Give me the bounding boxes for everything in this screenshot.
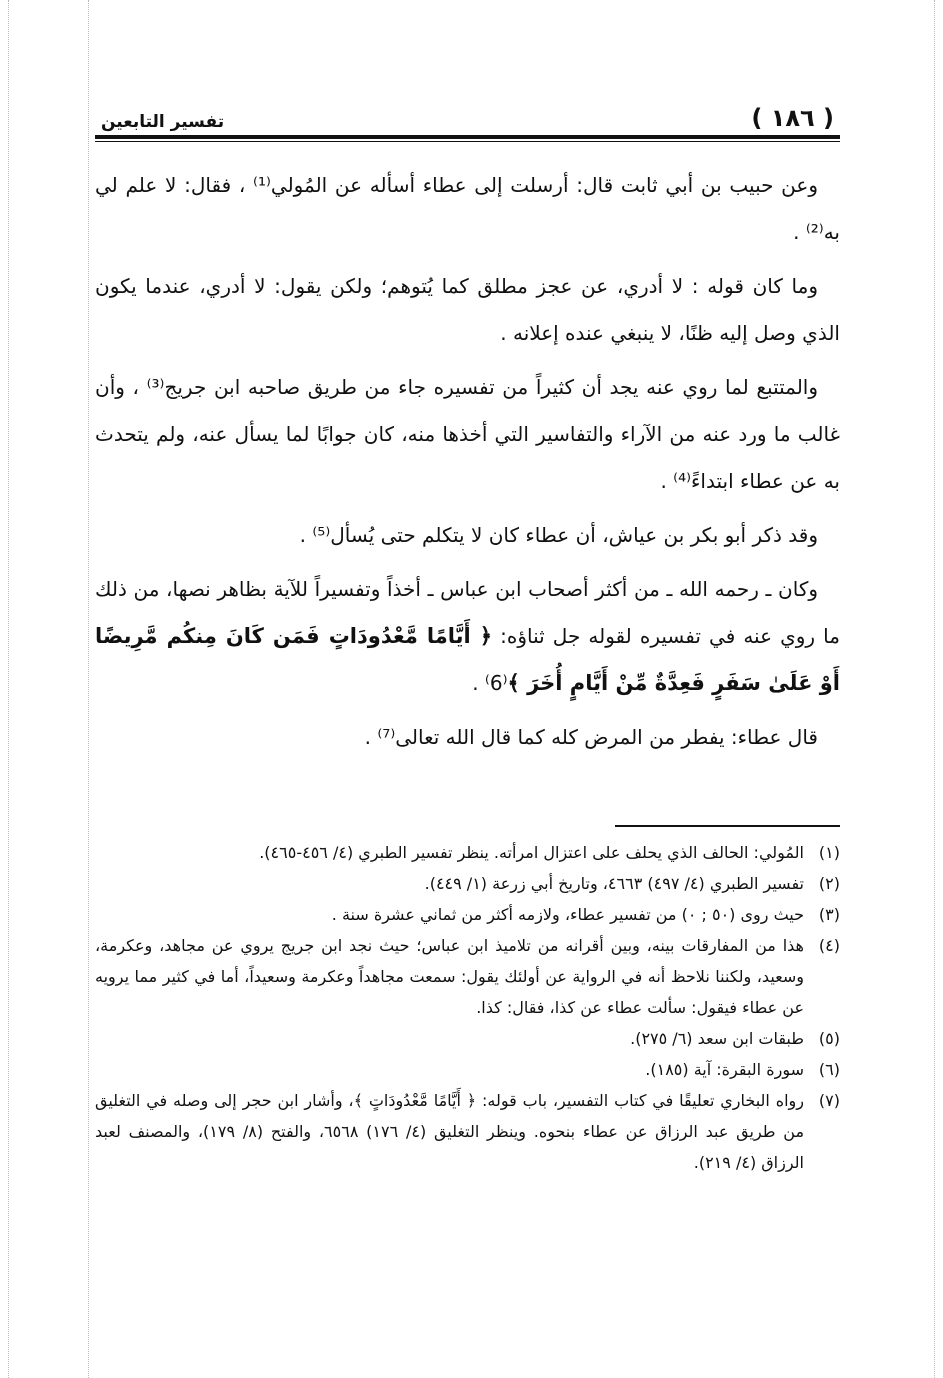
footnote-number: (٦) — [818, 1060, 840, 1079]
footnote-text: طبقات ابن سعد (٦/ ٢٧٥). — [630, 1029, 804, 1048]
paragraph — [95, 364, 840, 505]
running-title: تفسير التابعين — [101, 112, 225, 132]
footnote — [95, 837, 840, 868]
footnote — [95, 930, 840, 1023]
footnote-number: (٣) — [818, 905, 840, 924]
header-rule-thick — [95, 135, 840, 139]
paragraph — [95, 714, 840, 761]
footnote-text: سورة البقرة: آية (١٨٥). — [645, 1060, 804, 1079]
footnote — [95, 1054, 840, 1085]
paragraph-text: وكان ـ رحمه الله ـ من أكثر أصحاب ابن عباس ـ أخذاً وتفسيراً للآية بظاهر نصها، من ذلك ما روي عنه في تفسيره لقوله جل ثناؤه: — [95, 577, 840, 648]
left-edge-dots — [8, 0, 9, 1378]
footnote-text: هذا من المفارقات بينه، وبين أقرانه من تلاميذ ابن عباس؛ حيث نجد ابن جريج يروي عن مجاهد، وعكرمة، وسعيد، ولكننا نلاحظ أنه في الرواية عن أولئك يقول: سمعت مجاهداً وعكرمة وسعيداً، أما في كثير مما يرويه عن عطاء فيقول: سألت عطاء عن كذا، فقال: كذا. — [95, 936, 804, 1017]
footnote-text: حيث روى (٥٠ ; ٠) من تفسير عطاء، ولازمه أكثر من ثماني عشرة سنة . — [331, 905, 804, 924]
paragraph — [95, 162, 840, 256]
footnote-text: تفسير الطبري (٤/ ٤٩٧) ٤٦٦٣، وتاريخ أبي زرعة (١/ ٤٤٩). — [424, 874, 804, 893]
paragraph — [95, 263, 840, 357]
footnote — [95, 1085, 840, 1178]
paragraph — [95, 566, 840, 707]
paragraph-text: وما كان قوله : لا أدري، عن عجز مطلق كما يُتوهم؛ ولكن يقول: لا أدري، عندما يكون الذي وصل إليه ظنًا، لا ينبغي عنده إعلانه . — [95, 274, 840, 345]
body-text — [95, 162, 840, 761]
header-rule-thin — [95, 141, 840, 142]
paragraph-text: وقد ذكر أبو بكر بن عياش، أن عطاء كان لا يتكلم حتى يُسأل⁽⁵⁾ . — [299, 523, 818, 547]
paragraph-text: والمتتبع لما روي عنه يجد أن كثيراً من تفسيره جاء من طريق صاحبه ابن جريج⁽³⁾ ، وأن غالب ما ورد عنه من الآراء والتفاسير التي أخذها منه، كان جوابًا لما يسأل عنه، ولم يتحدث به عن عطاء ابتداءً⁽⁴⁾ . — [95, 375, 840, 493]
footnote-text: رواه البخاري تعليقًا في كتاب التفسير، باب قوله: ﴿ أَيَّامًا مَّعْدُودَاتٍ ﴾، وأشار ابن حجر إلى وصله في التغليق من طريق عبد الرزاق عن عطاء بنحوه. وينظر التغليق (٤/ ١٧٦) ٦٥٦٨، والفتح (٨/ ١٧٩)، والمصنف لعبد الرزاق (٤/ ٢١٩). — [95, 1091, 805, 1172]
quran-verse: ﴿ أَيَّامًا مَّعْدُودَاتٍ فَمَن كَانَ مِنكُم مَّرِيضًا أَوْ عَلَىٰ سَفَرٍ فَعِدَّةٌ مِّنْ أَيَّامٍ أُخَرَ ﴾ — [95, 624, 840, 695]
footnote-number: (٢) — [818, 874, 840, 893]
footnote — [95, 899, 840, 930]
footnote-number: (٥) — [818, 1029, 840, 1048]
paragraph-text: وعن حبيب بن أبي ثابت قال: أرسلت إلى عطاء أسأله عن المُولي⁽¹⁾ ، فقال: لا علم لي به⁽²⁾ . — [95, 173, 840, 244]
footnote-ref: ⁽6⁾ . — [472, 671, 508, 695]
footnote — [95, 1023, 840, 1054]
page — [95, 96, 840, 1178]
footnote-text: المُولي: الحالف الذي يحلف على اعتزال امرأته. ينظر تفسير الطبري (٤/ ٤٥٦-٤٦٥). — [259, 843, 804, 862]
paragraph-text: قال عطاء: يفطر من المرض كله كما قال الله تعالى⁽⁷⁾ . — [364, 725, 818, 749]
footnote — [95, 868, 840, 899]
footnote-number: (٤) — [818, 936, 840, 955]
footnote-number: (٧) — [818, 1091, 840, 1110]
paragraph — [95, 512, 840, 559]
page-number: ( ١٨٦ ) — [751, 104, 834, 132]
footnotes — [95, 837, 840, 1178]
page-header — [95, 96, 840, 132]
footnote-number: (١) — [818, 843, 840, 862]
right-edge-dots — [934, 0, 935, 1378]
footnote-separator — [615, 825, 840, 827]
left-edge-dots-inner — [88, 0, 89, 1378]
